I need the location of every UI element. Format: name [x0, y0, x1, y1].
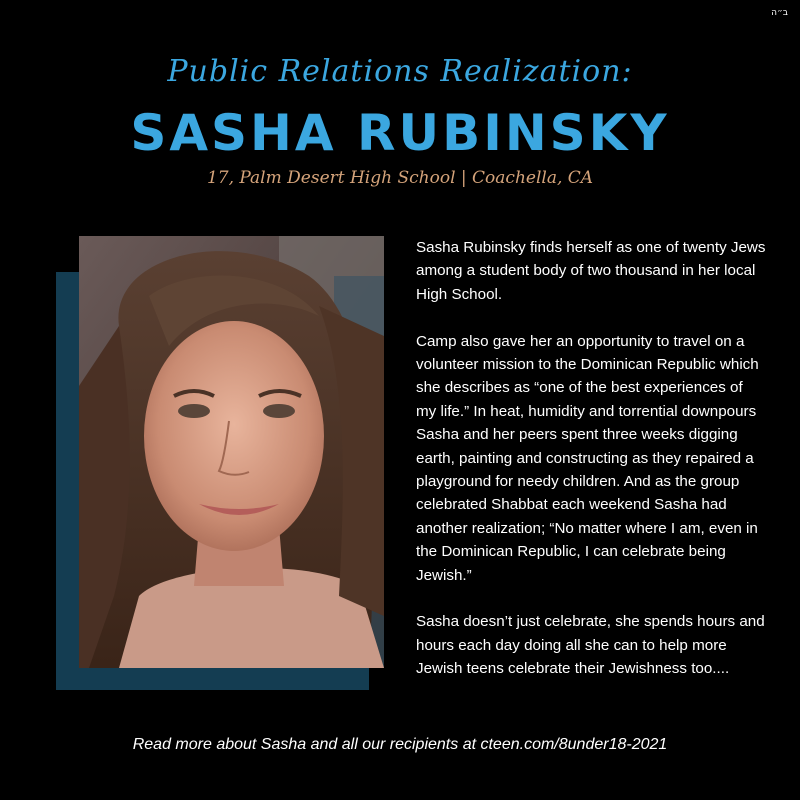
bio-paragraph-2: Camp also gave her an opportunity to travel on a volunteer mission to the Dominican Republic which she describes as “one of the best experiences of my life.” In heat, humidity and torrential downpours Sasha and her peers spent three weeks digging earth, painting and constructing as they repaired a playground for needy children. And as the group celebrated Shabbat each weekend Sasha had another realization; “No matter where I am, even in the Dominican Republic, I can celebrate being Jewish.”	[416, 332, 759, 584]
bio-text	[416, 236, 766, 681]
recipient-details: 17, Palm Desert High School | Coachella, CA	[206, 168, 594, 188]
award-subtitle: Public Relations Realization:	[167, 54, 633, 89]
corner-mark: ב״ה	[771, 8, 788, 18]
portrait-illustration	[79, 236, 384, 668]
bio-paragraph-1: Sasha Rubinsky finds herself as one of twenty Jews among a student body of two thousand in her local High School.	[416, 239, 766, 303]
recipient-name: SASHA RUBINSKY	[130, 104, 670, 162]
portrait-photo	[79, 236, 384, 668]
footer-link-text: Read more about Sasha and all our recipients at cteen.com/8under18-2021	[132, 736, 668, 753]
bio-paragraph-3: Sasha doesn’t just celebrate, she spends hours and hours each day doing all she can to help more Jewish teens celebrate their Jewishness too....	[416, 613, 765, 678]
